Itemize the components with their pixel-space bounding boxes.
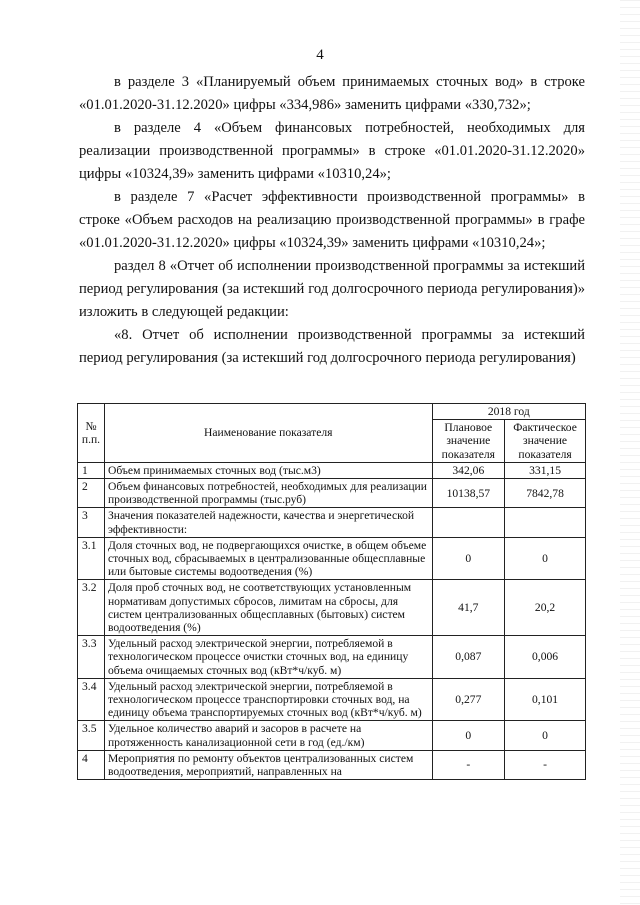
header-name: Наименование показателя (104, 404, 432, 463)
row-num: 3.1 (78, 537, 105, 580)
row-fact: 0,006 (505, 636, 586, 679)
row-name: Удельный расход электрической энергии, потребляемой в технологическом процессе очистки сточных вод, на единицу объема очищаемых сточных вод (кВт*ч/куб. м) (104, 636, 432, 679)
paragraph-section-8: раздел 8 «Отчет об исполнении производственной программы за истекший период регулирования (за истекший год долгосрочного периода регулирования)» изложить в следующей редакции: (79, 258, 585, 320)
table-row (78, 721, 586, 750)
row-fact: 0 (505, 537, 586, 580)
report-table (77, 403, 586, 780)
row-name: Объем принимаемых сточных вод (тыс.м3) (104, 462, 432, 478)
row-plan: 342,06 (432, 462, 505, 478)
table-row (78, 750, 586, 779)
table-row (78, 678, 586, 721)
paragraph-section-7: в разделе 7 «Расчет эффективности производственной программы» в строке «Объем расходов на реализацию производственной программы» в графе «01.01.2020-31.12.2020» цифры «10324,39» заменить цифрами «10310,24»; (79, 189, 585, 251)
row-num: 3.5 (78, 721, 105, 750)
paragraph-report-title: «8. Отчет об исполнении производственной программы за истекший период регулирования (за истекший год долгосрочного периода регулирования) (79, 327, 585, 366)
row-plan: 0,277 (432, 678, 505, 721)
row-plan: 41,7 (432, 580, 505, 636)
row-num: 3 (78, 508, 105, 537)
table-header-row (78, 404, 586, 420)
row-plan: 10138,57 (432, 479, 505, 508)
row-name: Доля сточных вод, не подвергающихся очистке, в общем объеме сточных вод, сбрасываемых в централизованные общесплавные или бытовые системы водоотведения (%) (104, 537, 432, 580)
row-plan: - (432, 750, 505, 779)
row-fact: 7842,78 (505, 479, 586, 508)
table-row (78, 537, 586, 580)
row-fact (505, 508, 586, 537)
row-name: Удельное количество аварий и засоров в расчете на протяженность канализационной сети в год (ед./км) (104, 721, 432, 750)
row-name: Мероприятия по ремонту объектов централизованных систем водоотведения, мероприятий, направленных на (104, 750, 432, 779)
body-text (79, 71, 585, 370)
paragraph-section-4: в разделе 4 «Объем финансовых потребностей, необходимых для реализации производственной программы» в строке «01.01.2020-31.12.2020» цифры «10324,39» заменить цифрами «10310,24»; (79, 120, 585, 182)
row-name: Удельный расход электрической энергии, потребляемой в технологическом процессе транспортировки сточных вод, на единицу объема транспортируемых сточных вод (кВт*ч/куб. м) (104, 678, 432, 721)
row-num: 3.2 (78, 580, 105, 636)
paragraph-section-3: в разделе 3 «Планируемый объем принимаемых сточных вод» в строке «01.01.2020-31.12.2020» цифры «334,986» заменить цифрами «330,732»; (79, 74, 585, 113)
row-num: 4 (78, 750, 105, 779)
row-plan (432, 508, 505, 537)
table-row (78, 462, 586, 478)
header-year: 2018 год (432, 404, 585, 420)
page-number: 4 (316, 47, 324, 63)
header-num: № п.п. (78, 404, 105, 463)
row-num: 1 (78, 462, 105, 478)
row-num: 3.4 (78, 678, 105, 721)
scan-edge-noise (620, 0, 640, 905)
row-fact: 331,15 (505, 462, 586, 478)
row-num: 2 (78, 479, 105, 508)
table-row (78, 508, 586, 537)
header-plan: Плановое значение показателя (432, 420, 505, 463)
row-fact: 0,101 (505, 678, 586, 721)
header-fact: Фактическое значение показателя (505, 420, 586, 463)
row-num: 3.3 (78, 636, 105, 679)
row-plan: 0,087 (432, 636, 505, 679)
table-row (78, 636, 586, 679)
table-row (78, 479, 586, 508)
row-name: Объем финансовых потребностей, необходимых для реализации производственной программы (тыс.руб) (104, 479, 432, 508)
row-plan: 0 (432, 721, 505, 750)
row-plan: 0 (432, 537, 505, 580)
row-fact: - (505, 750, 586, 779)
row-name: Значения показателей надежности, качества и энергетической эффективности: (104, 508, 432, 537)
row-fact: 20,2 (505, 580, 586, 636)
row-fact: 0 (505, 721, 586, 750)
row-name: Доля проб сточных вод, не соответствующих установленным нормативам допустимых сбросов, лимитам на сбросы, для систем централизованных общесплавных (бытовых) систем водоотведения (%) (104, 580, 432, 636)
table-row (78, 580, 586, 636)
